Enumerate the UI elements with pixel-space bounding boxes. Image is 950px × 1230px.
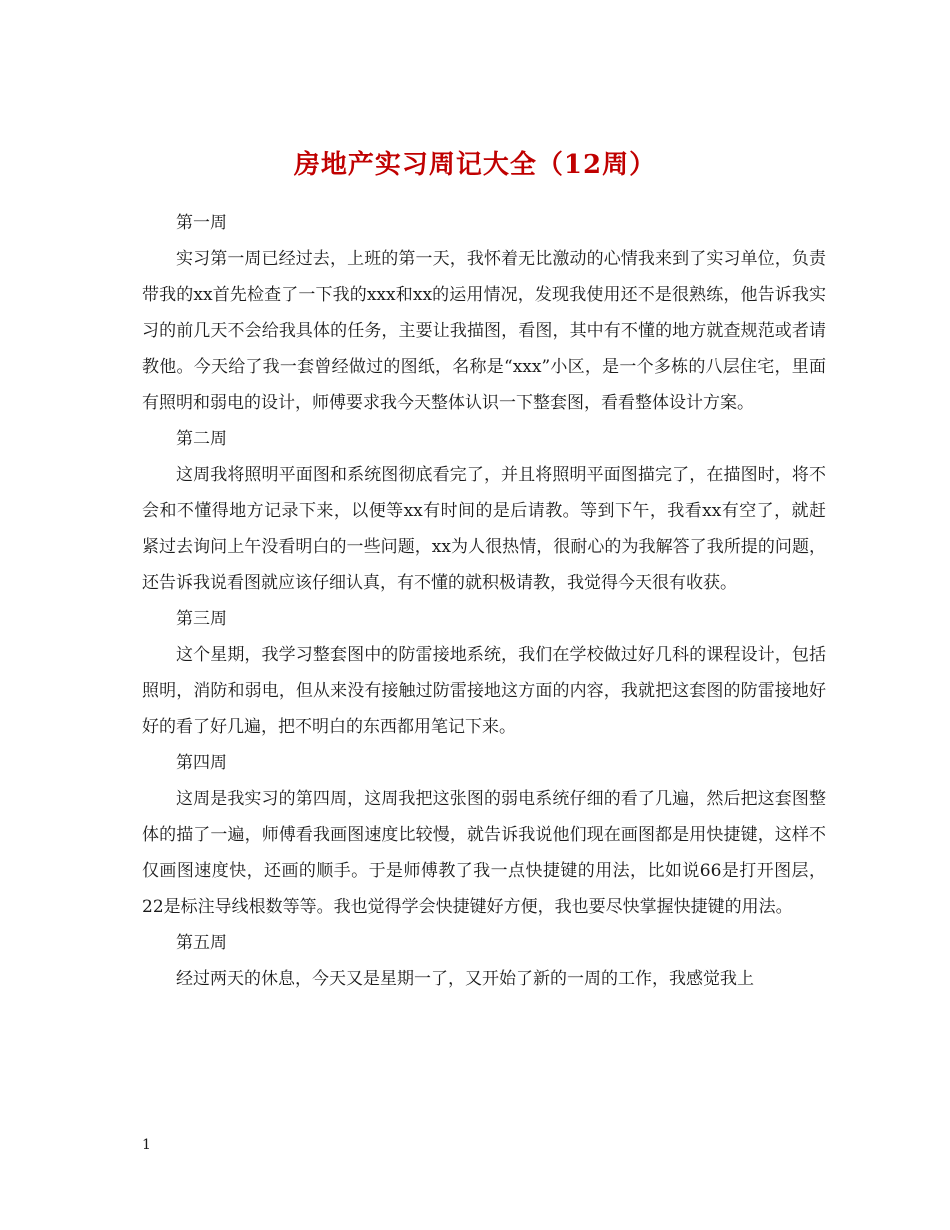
document-body	[142, 205, 826, 997]
paragraph-week-1: 实习第一周已经过去，上班的第一天，我怀着无比激动的心情我来到了实习单位，负责带我的xx首先检查了一下我的xxx和xx的运用情况，发现我使用还不是很熟练，他告诉我实习的前几天不会给我具体的任务，主要让我描图，看图，其中有不懂的地方就查规范或者请教他。今天给了我一套曾经做过的图纸，名称是“xxx”小区，是一个多栋的八层住宅，里面有照明和弱电的设计，师傅要求我今天整体认识一下整套图，看看整体设计方案。	[142, 249, 826, 413]
page-number: 1	[142, 1137, 151, 1153]
section-heading-week-5: 第五周	[176, 933, 227, 953]
section-heading-week-3: 第三周	[176, 609, 227, 629]
paragraph-week-3: 这个星期，我学习整套图中的防雷接地系统，我们在学校做过好几科的课程设计，包括照明，消防和弱电，但从来没有接触过防雷接地这方面的内容，我就把这套图的防雷接地好好的看了好几遍，把不明白的东西都用笔记下来。	[142, 645, 826, 737]
paragraph-week-5: 经过两天的休息，今天又是星期一了，又开始了新的一周的工作，我感觉我上	[176, 969, 754, 989]
page-title: 房地产实习周记大全（12周）	[293, 150, 657, 181]
section-heading-week-1: 第一周	[176, 213, 227, 233]
paragraph-week-2: 这周我将照明平面图和系统图彻底看完了，并且将照明平面图描完了，在描图时，将不会和不懂得地方记录下来，以便等xx有时间的是后请教。等到下午，我看xx有空了，就赶紧过去询问上午没看明白的一些问题，xx为人很热情，很耐心的为我解答了我所提的问题，还告诉我说看图就应该仔细认真，有不懂的就积极请教，我觉得今天很有收获。	[142, 465, 826, 593]
section-heading-week-2: 第二周	[176, 429, 227, 449]
paragraph-week-4: 这周是我实习的第四周，这周我把这张图的弱电系统仔细的看了几遍，然后把这套图整体的描了一遍，师傅看我画图速度比较慢，就告诉我说他们现在画图都是用快捷键，这样不仅画图速度快，还画的顺手。于是师傅教了我一点快捷键的用法，比如说66是打开图层，22是标注导线根数等等。我也觉得学会快捷键好方便，我也要尽快掌握快捷键的用法。	[142, 789, 826, 917]
section-heading-week-4: 第四周	[176, 753, 227, 773]
